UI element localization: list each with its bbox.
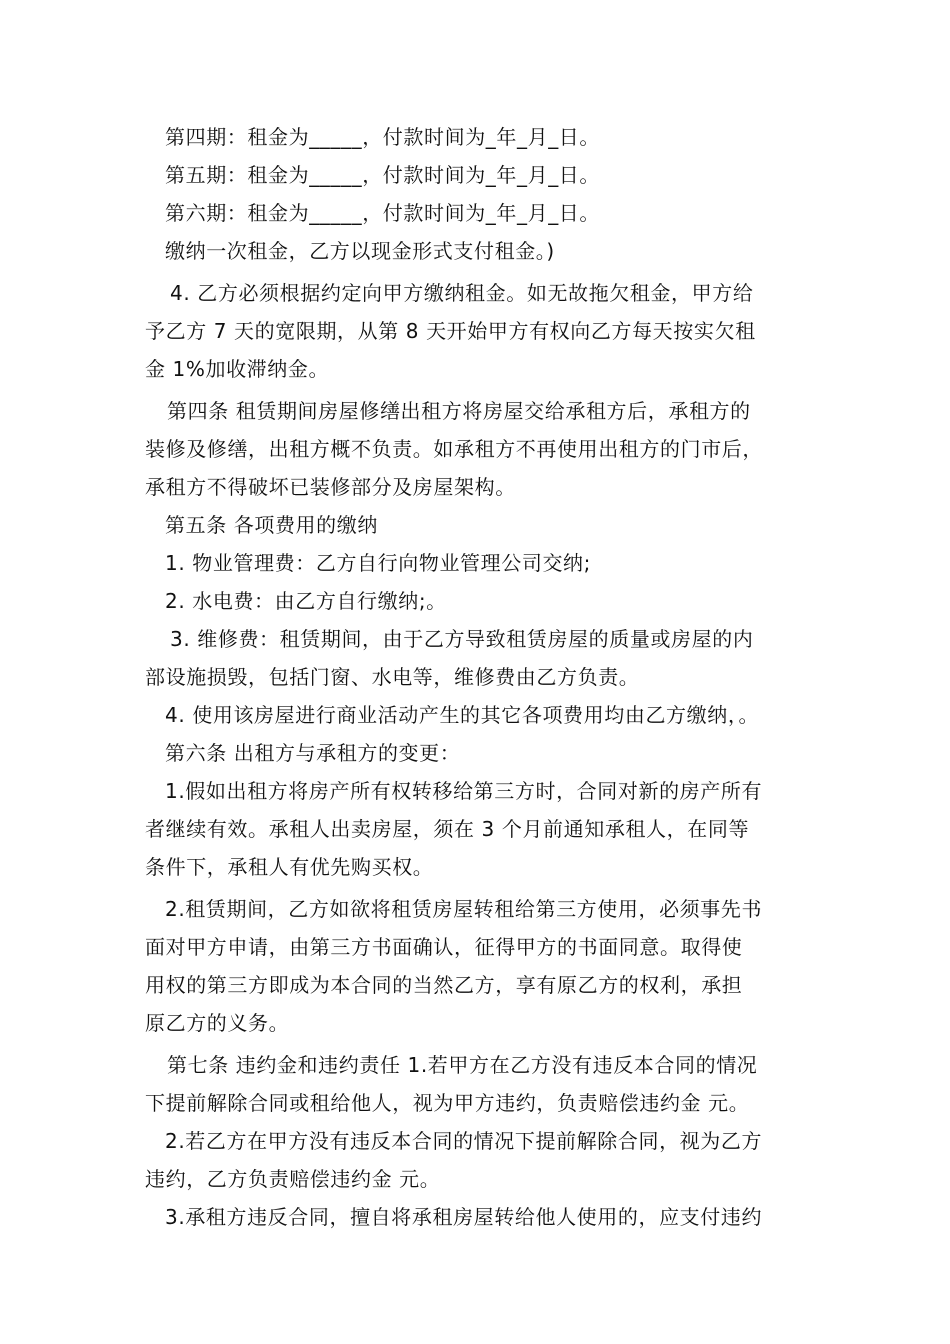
text-line: 第七条 违约金和违约责任 1.若甲方在乙方没有违反本合同的情况 [167,1053,758,1077]
text-line: 条件下，承租人有优先购买权。 [145,855,434,879]
text-line: 下提前解除合同或租给他人，视为甲方违约，负责赔偿违约金 元。 [145,1091,750,1115]
text-line: 第六条 出租方与承租方的变更： [165,741,461,765]
text-line: 者继续有效。承租人出卖房屋，须在 3 个月前通知承租人，在同等 [145,817,750,841]
text-line: 第五期：租金为_____，付款时间为_年_月_日。 [165,163,600,187]
text-line: 3. 维修费：租赁期间，由于乙方导致租赁房屋的质量或房屋的内 [170,627,754,651]
text-line: 第六期：租金为_____，付款时间为_年_月_日。 [165,201,600,225]
text-line: 第四条 租赁期间房屋修缮出租方将房屋交给承租方后，承租方的 [167,399,751,423]
text-line: 违约，乙方负责赔偿违约金 元。 [145,1167,441,1191]
text-line: 承租方不得破坏已装修部分及房屋架构。 [145,475,516,499]
text-line: 面对甲方申请，由第三方书面确认，征得甲方的书面同意。取得使 [145,935,743,959]
text-line: 2.租赁期间，乙方如欲将租赁房屋转租给第三方使用，必须事先书 [165,897,763,921]
text-line: 第四期：租金为_____，付款时间为_年_月_日。 [165,125,600,149]
text-line: 1. 物业管理费：乙方自行向物业管理公司交纳; [165,551,591,575]
text-line: 第五条 各项费用的缴纳 [165,513,378,537]
text-line: 2.若乙方在甲方没有违反本合同的情况下提前解除合同，视为乙方 [165,1129,763,1153]
text-line: 原乙方的义务。 [145,1011,290,1035]
text-line: 3.承租方违反合同，擅自将承租房屋转给他人使用的，应支付违约 [165,1205,763,1229]
text-line: 金 1%加收滞纳金。 [145,357,330,381]
text-line: 用权的第三方即成为本合同的当然乙方，享有原乙方的权利，承担 [145,973,743,997]
text-line: 2. 水电费：由乙方自行缴纳;。 [165,589,447,613]
text-line: 部设施损毁，包括门窗、水电等，维修费由乙方负责。 [145,665,640,689]
text-line: 4. 使用该房屋进行商业活动产生的其它各项费用均由乙方缴纳，。 [165,703,760,727]
contract-body [145,118,810,1236]
text-line: 装修及修缮，出租方概不负责。如承租方不再使用出租方的门市后， [145,437,763,461]
text-line: 缴纳一次租金，乙方以现金形式支付租金。) [165,239,555,263]
text-line: 予乙方 7 天的宽限期，从第 8 天开始甲方有权向乙方每天按实欠租 [145,319,756,343]
text-line: 4. 乙方必须根据约定向甲方缴纳租金。如无故拖欠租金，甲方给 [170,281,754,305]
text-line: 1.假如出租方将房产所有权转移给第三方时，合同对新的房产所有 [165,779,763,803]
